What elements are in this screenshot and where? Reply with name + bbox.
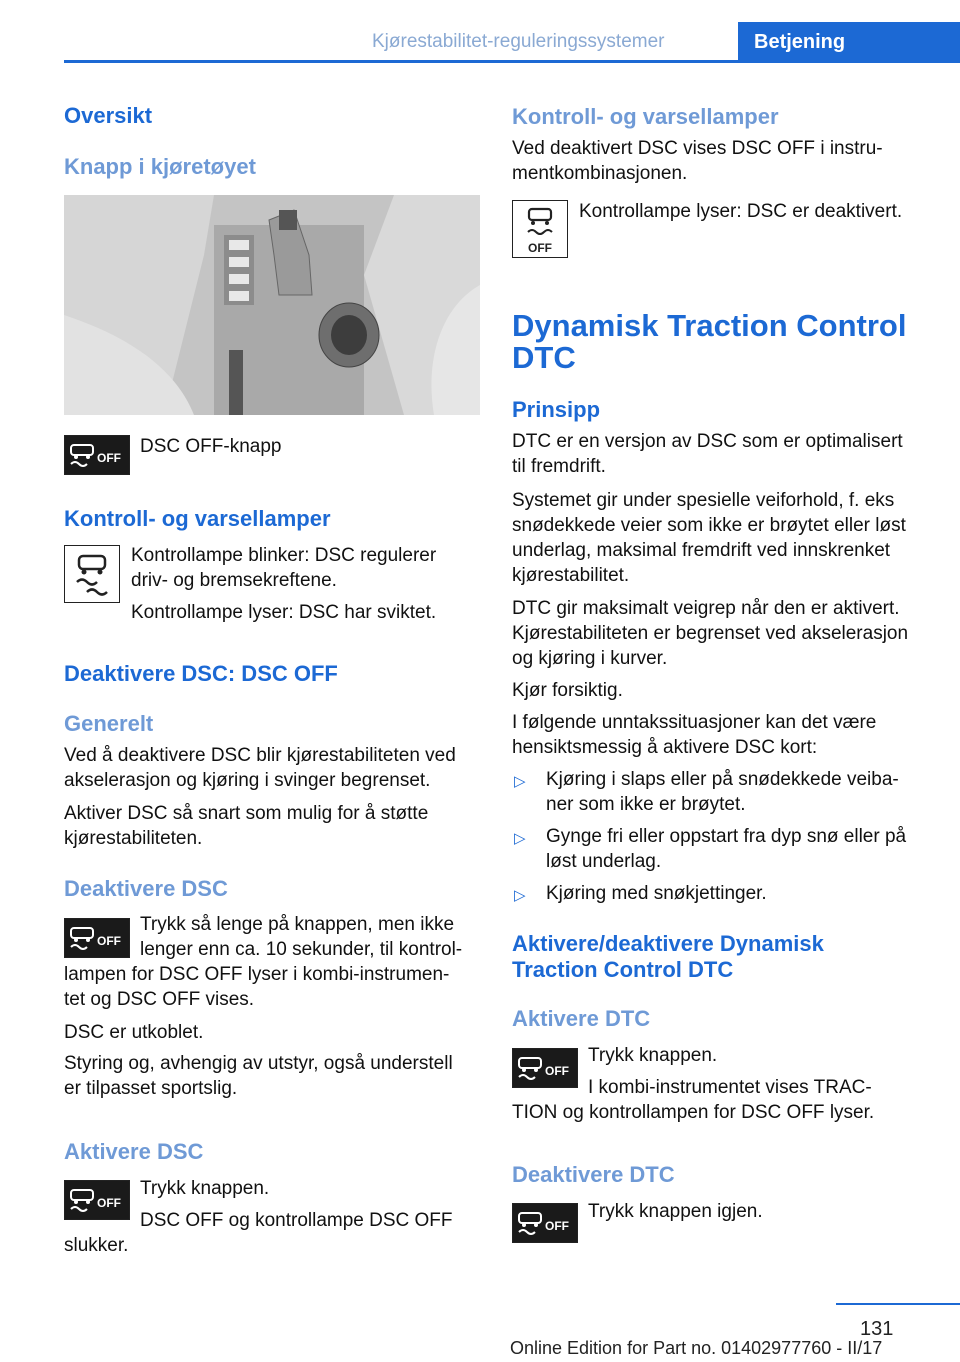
bullet-arrow-icon: ▷ bbox=[514, 830, 526, 847]
dsc-lamp-icon bbox=[64, 545, 120, 603]
heading-aktivere-dsc: Aktivere DSC bbox=[64, 1139, 204, 1164]
off-label: OFF bbox=[97, 451, 121, 465]
svg-text:OFF: OFF bbox=[528, 241, 552, 255]
dsc-off-icon-aktivere-dtc bbox=[512, 1048, 578, 1088]
page-number: 131 bbox=[860, 1318, 894, 1340]
right-kontroll-line-3: Kontrollampe lyser: DSC er deaktivert. bbox=[579, 201, 903, 222]
heading-deaktivere-dtc: Deaktivere DTC bbox=[512, 1162, 675, 1187]
generelt-line-2: akselerasjon og kjøring i svinger begrenset. bbox=[64, 770, 431, 791]
svg-text:OFF: OFF bbox=[545, 1219, 569, 1233]
prinsipp-line-10: Kjør forsiktig. bbox=[512, 680, 623, 701]
bullet-1-line-2: ner som ikke er brøytet. bbox=[546, 794, 746, 815]
prinsipp-line-4: snødekkede veier som ikke er brøytet eller løst bbox=[512, 515, 906, 536]
deaktivere-line-7: er tilpasset sportslig. bbox=[64, 1078, 238, 1099]
car-console-photo bbox=[64, 195, 480, 415]
aktivere-line-1: Trykk knappen. bbox=[140, 1178, 270, 1199]
aktivere-line-3: slukker. bbox=[64, 1235, 129, 1256]
button-caption: DSC OFF-knapp bbox=[140, 436, 282, 457]
deaktivere-dtc-line-1: Trykk knappen igjen. bbox=[588, 1201, 763, 1222]
bullet-2-line-2: løst underlag. bbox=[546, 851, 662, 872]
kontroll-line-1: Kontrollampe blinker: DSC regulerer bbox=[131, 545, 437, 566]
dsc-off-icon-aktivere bbox=[64, 1180, 130, 1220]
svg-text:OFF: OFF bbox=[97, 934, 121, 948]
right-kontroll-line-1: Ved deaktivert DSC vises DSC OFF i instru- bbox=[512, 138, 883, 159]
heading-deaktivere-dsc: Deaktivere DSC bbox=[64, 876, 228, 901]
heading-aktivere-dtc: Aktivere DTC bbox=[512, 1006, 651, 1031]
bullet-arrow-icon: ▷ bbox=[514, 773, 526, 790]
dsc-off-lamp-icon bbox=[512, 200, 568, 258]
dsc-off-button-icon bbox=[64, 435, 130, 475]
prinsipp-line-5: underlag, maksimal fremdrift ved innskrenket bbox=[512, 540, 891, 561]
bullet-arrow-icon: ▷ bbox=[514, 887, 526, 904]
heading-dtc-line-1: Dynamisk Traction Control bbox=[512, 308, 907, 343]
aktivere-line-2: DSC OFF og kontrollampe DSC OFF bbox=[140, 1210, 453, 1231]
prinsipp-line-11: I følgende unntakssituasjoner kan det være bbox=[512, 712, 877, 733]
generelt-line-3: Aktiver DSC så snart som mulig for å støtte bbox=[64, 803, 429, 824]
prinsipp-line-8: Kjørestabiliteten er begrenset ved akselerasjon bbox=[512, 623, 909, 644]
prinsipp-line-12: hensiktsmessig å aktivere DSC kort: bbox=[512, 737, 818, 758]
svg-text:OFF: OFF bbox=[545, 1064, 569, 1078]
deaktivere-line-5: DSC er utkoblet. bbox=[64, 1022, 204, 1043]
prinsipp-line-3: Systemet gir under spesielle veiforhold, f. eks bbox=[512, 490, 895, 511]
heading-aktdeakt-line-1: Aktivere/deaktivere Dynamisk bbox=[512, 931, 824, 956]
header-section-title: Kjørestabilitet-reguleringssystemer bbox=[372, 31, 665, 52]
heading-kontroll-left: Kontroll- og varsellamper bbox=[64, 506, 331, 531]
deaktivere-line-3: lampen for DSC OFF lyser i kombi-instrumen- bbox=[64, 964, 450, 985]
generelt-line-1: Ved å deaktivere DSC blir kjørestabiliteten ved bbox=[64, 745, 456, 766]
bullet-1-line-1: Kjøring i slaps eller på snødekkede veiba- bbox=[546, 769, 899, 790]
bullet-3-line-1: Kjøring med snøkjettinger. bbox=[546, 883, 767, 904]
prinsipp-line-9: og kjøring i kurver. bbox=[512, 648, 668, 669]
deaktivere-line-6: Styring og, avhengig av utstyr, også understell bbox=[64, 1053, 453, 1074]
footer-edition: Online Edition for Part no. 01402977760 - II/17 bbox=[510, 1338, 883, 1358]
aktivere-dtc-line-1: Trykk knappen. bbox=[588, 1045, 718, 1066]
prinsipp-line-2: til fremdrift. bbox=[512, 456, 606, 477]
kontroll-line-3: Kontrollampe lyser: DSC har sviktet. bbox=[131, 602, 437, 623]
bullet-2-line-1: Gynge fri eller oppstart fra dyp snø eller på bbox=[546, 826, 907, 847]
prinsipp-line-1: DTC er en versjon av DSC som er optimalisert bbox=[512, 431, 903, 452]
heading-knapp: Knapp i kjøretøyet bbox=[64, 154, 256, 179]
header-chapter-tab bbox=[738, 22, 960, 62]
deaktivere-line-2: lenger enn ca. 10 sekunder, til kontrol- bbox=[140, 939, 463, 960]
prinsipp-line-7: DTC gir maksimalt veigrep når den er aktivert. bbox=[512, 598, 900, 619]
svg-text:OFF: OFF bbox=[97, 1196, 121, 1210]
heading-generelt: Generelt bbox=[64, 711, 154, 736]
heading-prinsipp: Prinsipp bbox=[512, 397, 601, 422]
heading-oversikt: Oversikt bbox=[64, 103, 153, 128]
deaktivere-line-1: Trykk så lenge på knappen, men ikke bbox=[140, 914, 455, 935]
heading-dtc-line-2: DTC bbox=[512, 340, 576, 375]
aktivere-dtc-line-3: TION og kontrollampen for DSC OFF lyser. bbox=[512, 1102, 875, 1123]
deaktivere-line-4: tet og DSC OFF vises. bbox=[64, 989, 255, 1010]
header-rule bbox=[64, 60, 960, 63]
generelt-line-4: kjørestabiliteten. bbox=[64, 828, 203, 849]
kontroll-line-2: driv- og bremsekreftene. bbox=[131, 570, 337, 591]
footer-rule bbox=[836, 1303, 960, 1305]
heading-kontroll-right: Kontroll- og varsellamper bbox=[512, 104, 779, 129]
prinsipp-line-6: kjørestabilitet. bbox=[512, 565, 630, 586]
dsc-off-icon-deaktivere bbox=[64, 918, 130, 958]
dsc-off-icon-deaktivere-dtc bbox=[512, 1203, 578, 1243]
aktivere-dtc-line-2: I kombi-instrumentet vises TRAC- bbox=[588, 1077, 872, 1098]
header-chapter-label: Betjening bbox=[754, 31, 846, 53]
right-kontroll-line-2: mentkombinasjonen. bbox=[512, 163, 688, 184]
heading-aktdeakt-line-2: Traction Control DTC bbox=[512, 957, 734, 982]
heading-deaktivere-off: Deaktivere DSC: DSC OFF bbox=[64, 661, 338, 686]
